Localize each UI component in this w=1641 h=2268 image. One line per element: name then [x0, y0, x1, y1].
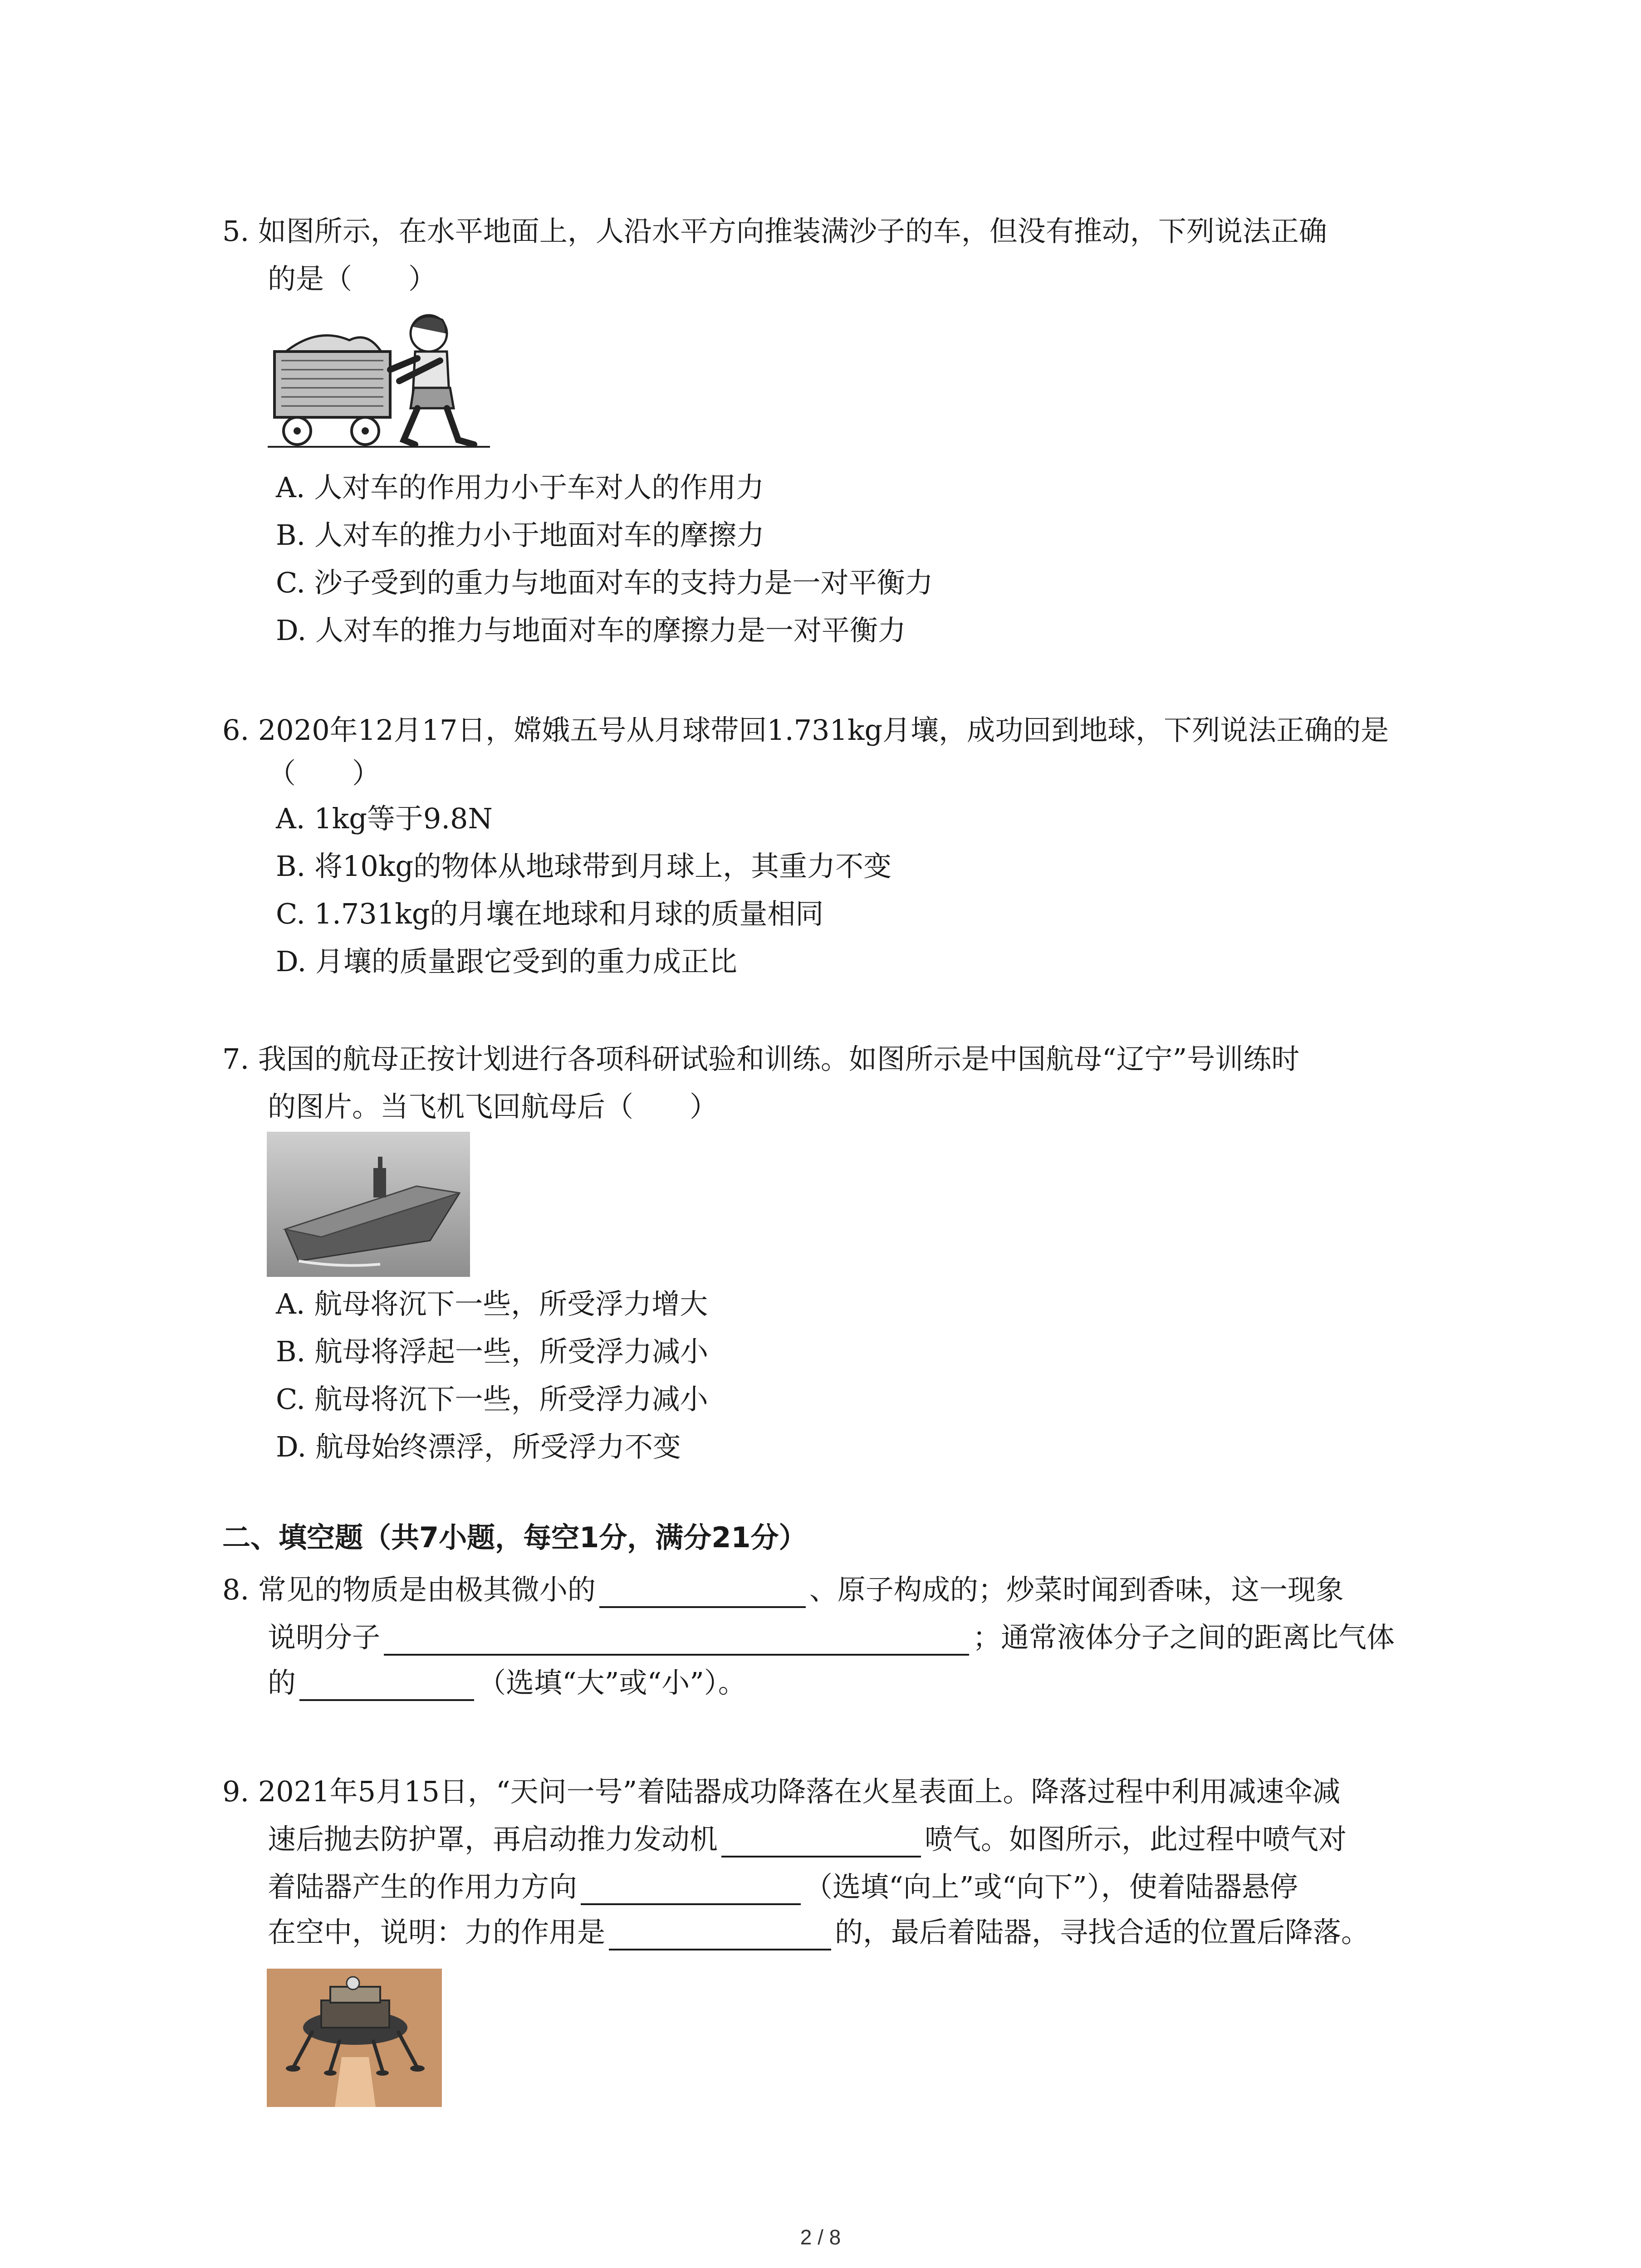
q9-line2-text-b: 喷气。如图所示，此过程中喷气对 [925, 1823, 1347, 1856]
q8-line1-text-a: 8. 常见的物质是由极其微小的 [222, 1573, 596, 1606]
q8-line1 [222, 1572, 1344, 1608]
q8-blank-2 [384, 1625, 969, 1656]
q8-blank-3 [299, 1670, 474, 1701]
q7-option-d: D. 航母始终漂浮，所受浮力不变 [276, 1430, 681, 1463]
q8-line3-text-b: （选填“大”或“小”）。 [478, 1666, 746, 1699]
q6-stem-line2: （ ） [268, 757, 381, 790]
page-number: 2 / 8 [800, 2225, 841, 2249]
q5-option-b: B. 人对车的推力小于地面对车的摩擦力 [276, 518, 764, 552]
q9-blank-1 [721, 1827, 921, 1857]
q9-line2-text-a: 速后抛去防护罩，再启动推力发动机 [268, 1823, 718, 1856]
q5-option-d: D. 人对车的推力与地面对车的摩擦力是一对平衡力 [276, 614, 906, 647]
q7-option-b: B. 航母将浮起一些，所受浮力减小 [276, 1335, 708, 1368]
q8-line2-text-a: 说明分子 [268, 1621, 381, 1654]
q5-option-a: A. 人对车的作用力小于车对人的作用力 [276, 471, 764, 504]
q9-line1: 9. 2021年5月15日，“天问一号”着陆器成功降落在火星表面上。降落过程中利用减速伞减 [222, 1775, 1341, 1808]
q9-blank-3 [609, 1920, 831, 1950]
section-heading: 二、填空题（共7小题，每空1分，满分21分） [222, 1521, 807, 1554]
aircraft-carrier-photo [267, 1132, 470, 1277]
q9-line4-text-b: 的，最后着陆器，寻找合适的位置后降落。 [835, 1916, 1370, 1949]
q7-stem-line2: 的图片。当飞机飞回航母后（ ） [268, 1090, 718, 1123]
q6-option-d: D. 月壤的质量跟它受到的重力成正比 [276, 945, 737, 978]
q6-option-a: A. 1kg等于9.8N [276, 802, 493, 835]
q5-stem-line1: 5. 如图所示，在水平地面上，人沿水平方向推装满沙子的车，但没有推动，下列说法正确 [222, 215, 1327, 248]
q8-line2 [268, 1619, 1395, 1656]
q5-option-c: C. 沙子受到的重力与地面对车的支持力是一对平衡力 [276, 566, 933, 599]
q6-option-b: B. 将10kg的物体从地球带到月球上，其重力不变 [276, 850, 892, 883]
q6-option-c: C. 1.731kg的月壤在地球和月球的质量相同 [276, 897, 824, 930]
q9-line3-text-a: 着陆器产生的作用力方向 [268, 1870, 578, 1903]
q8-line3 [268, 1665, 746, 1701]
q6-stem-line1: 6. 2020年12月17日，嫦娥五号从月球带回1.731kg月壤，成功回到地球，下列说法正确的是 [222, 714, 1389, 747]
q7-stem-line1: 7. 我国的航母正按计划进行各项科研试验和训练。如图所示是中国航母“辽宁”号训练时 [222, 1042, 1300, 1075]
mars-lander-photo [267, 1969, 442, 2107]
q8-blank-1 [599, 1577, 806, 1608]
q8-line3-text-a: 的 [268, 1666, 296, 1699]
q8-line2-text-b: ；通常液体分子之间的距离比气体 [973, 1621, 1395, 1654]
q9-line3-text-b: （选填“向上”或“向下”），使着陆器悬停 [804, 1870, 1298, 1903]
q7-option-c: C. 航母将沉下一些，所受浮力减小 [276, 1383, 708, 1416]
q8-line1-text-b: 、原子构成的；炒菜时闻到香味，这一现象 [809, 1573, 1344, 1606]
boy-pushing-cart-illustration [268, 308, 490, 463]
q9-line4 [268, 1914, 1369, 1950]
q9-blank-2 [581, 1874, 801, 1905]
q5-stem-line2: 的是（ ） [268, 262, 437, 295]
q9-line3 [268, 1869, 1298, 1905]
q9-line4-text-a: 在空中，说明：力的作用是 [268, 1916, 606, 1949]
q7-option-a: A. 航母将沉下一些，所受浮力增大 [276, 1287, 708, 1320]
q9-line2 [268, 1821, 1347, 1857]
